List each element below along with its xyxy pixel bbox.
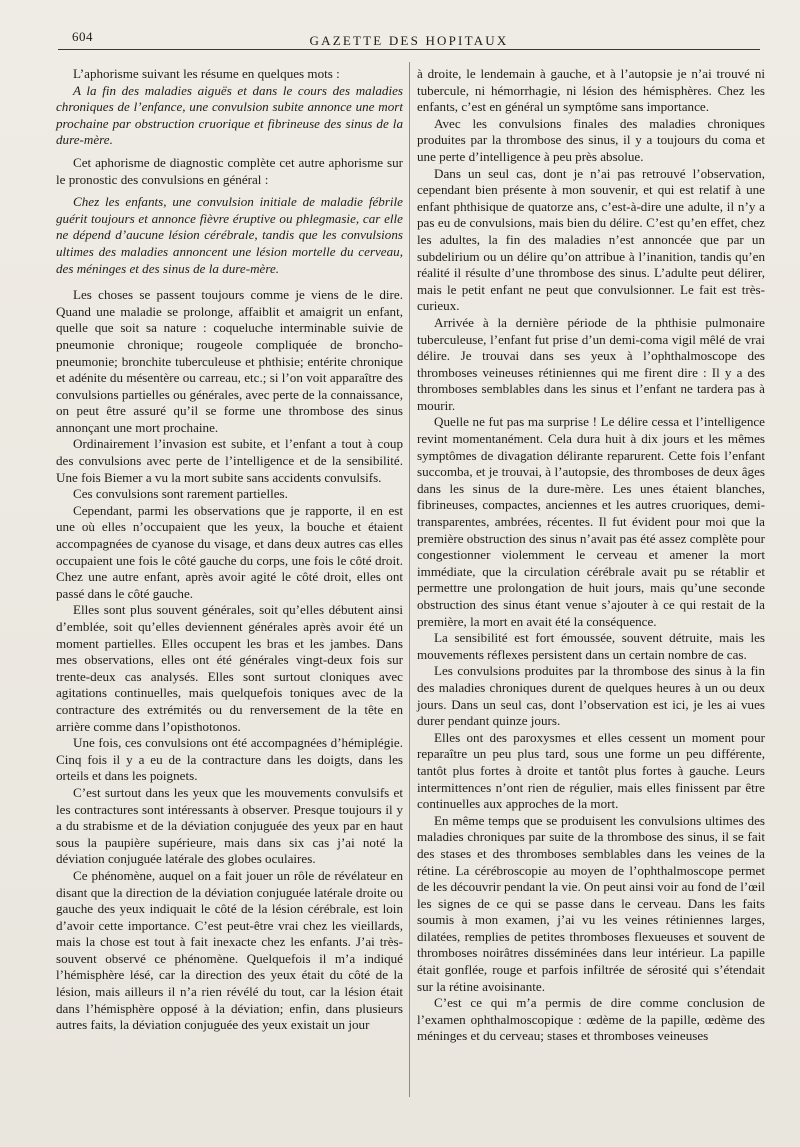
paragraph: Arrivée à la dernière période de la phthisie pulmonaire tuberculeuse, l’enfant fut prise d’un demi-coma vigil mêlé de vrai délire. Je trouvai dans ses yeux à l’ophthalmoscope des thromboses veineuses rétiniennes qui me firent dire : Il y a des thromboses semblables dans les sinus et l’enfant ne tardera pas à mourir.: [417, 314, 765, 413]
paragraph: Une fois, ces convulsions ont été accompagnées d’hémiplégie. Cinq fois il y a eu de la contracture dans les doigts, dans les orteils et dans les poignets.: [56, 735, 403, 784]
paragraph: Les convulsions produites par la thrombose des sinus à la fin des maladies chroniques durent de quelques heures à un ou deux jours. Dans un seul cas, dont l’observation est ici, je les ai vues durer pendant quinze jours.: [417, 663, 765, 729]
page-header: [58, 27, 760, 49]
paragraph: Cependant, parmi les observations que je rapporte, il en est une où elles n’occupaient que les yeux, la bouche et étaient accompagnées de cyanose du visage, et dans deux autres cas elles occupaient une fois le côté gauche du corps, une fois le côté droit. Chez une autre enfant, après avoir agité le côté droit, elles ont passé dans le côté gauche.: [56, 502, 403, 601]
left-column: [56, 66, 403, 1034]
paragraph: A la fin des maladies aiguës et dans le cours des maladies chroniques de l’enfance, une convulsion subite annonce une mort prochaine par obstruction cruorique et fibrineuse des sinus de la dure-mère.: [56, 82, 403, 148]
paragraph: Elles sont plus souvent générales, soit qu’elles débutent ainsi d’emblée, soit qu’elles deviennent générales après avoir été un moment partielles. Elles occupent les bras et les jambes. Dans mes observations, elles ont été générales vingt-deux fois sur trente-deux cas analysés. Elles sont surtout cloniques avec agitations continuelles, mais quelquefois toniques avec de la contracture des extrémités ou du renversement de la tête en arrière comme dans l’opisthotonos.: [56, 602, 403, 734]
paragraph: à droite, le lendemain à gauche, et à l’autopsie je n’ai trouvé ni tubercule, ni hémorrhagie, ni lésion des hémisphères. Chez les enfants, c’est en général un symptôme sans importance.: [417, 66, 765, 115]
paragraph: Dans un seul cas, dont je n’ai pas retrouvé l’observation, cependant bien présente à mon souvenir, et qui est relatif à une enfant phthisique de quatorze ans, c’est-à-dire une adulte, il n’y a pas eu de convulsions, mais bien du délire. C’est qu’en effet, chez les adultes, la fin des maladies n’est annoncée que par un subdelirium ou un délire qu’on attribue à l’inanition, tandis qu’en réalité il résulte d’une thrombose des sinus. L’adulte peut délirer, mais le petit enfant ne peut que convulsionner. Le fait est très-curieux.: [417, 165, 765, 314]
paragraph: Chez les enfants, une convulsion initiale de maladie fébrile guérit toujours et annonce fièvre éruptive ou phlegmasie, car elle ne dépend d’aucune lésion cérébrale, tandis que les convulsions ultimes des maladies annoncent une lésion mortelle du cerveau, des méninges et des sinus de la dure-mère.: [56, 194, 403, 276]
paragraph: Cet aphorisme de diagnostic complète cet autre aphorisme sur le pronostic des convulsions en général :: [56, 154, 403, 187]
right-column: [417, 66, 765, 1045]
paragraph: La sensibilité est fort émoussée, souvent détruite, mais les mouvements réflexes persistent dans un certain nombre de cas.: [417, 630, 765, 662]
paragraph: C’est surtout dans les yeux que les mouvements convulsifs et les contractures sont intéressants à observer. Presque toujours il y a du strabisme et de la déviation conjuguée des yeux par en haut sous la paupière supérieure, mais dans six cas j’ai noté la déviation conjuguée latérale des globes oculaires.: [56, 784, 403, 867]
paragraph: Ordinairement l’invasion est subite, et l’enfant a tout à coup des convulsions avec perte de l’intelligence et de la sensibilité. Une fois Biemer a vu la mort subite sans accidents convulsifs.: [56, 436, 403, 485]
paragraph: Elles ont des paroxysmes et elles cessent un moment pour reparaître un peu plus tard, sous une forme un peu différente, tantôt plus fortes à droite et tantôt plus fortes à gauche. Leurs intermittences n’ont rien de régulier, mais elles finissent par être continuelles aux approches de la mort.: [417, 729, 765, 812]
header-rule: [58, 49, 760, 50]
paragraph: C’est ce qui m’a permis de dire comme conclusion de l’examen ophthalmoscopique : œdème de la papille, œdème des méninges et du cerveau; stases et thromboses veineuses: [417, 995, 765, 1044]
paragraph: Les choses se passent toujours comme je viens de le dire. Quand une maladie se prolonge, affaiblit et amaigrit un enfant, quelle que soit sa nature : coqueluche interminable suivie de pneumonie chronique; rougeole compliquée de broncho-pneumonie; bronchite tuberculeuse et phthisie; entérite chronique et adénite du mésentère ou carreau, etc.; si l’on voit apparaître des convulsions partielles ou générales, avec perte de la connaissance, on peut être assuré qu’il se forme une thrombose des sinus annonçant une mort prochaine.: [56, 287, 403, 435]
paragraph: Ce phénomène, auquel on a fait jouer un rôle de révélateur en disant que la direction de la déviation conjuguée latérale droite ou gauche des yeux indiquait le côté de la lésion cérébrale, est loin d’avoir cette importance. C’est peut-être vrai chez les vieillards, mais la chose est tout à fait inexacte chez les enfants. J’ai très-souvent observé ce phénomène. Quelquefois il m’a indiqué l’hémisphère lésé, car la direction des yeux était du côté de la lésion, mais ailleurs il n’a rien révélé du tout, car la lésion était dans l’hémisphère opposé à la déviation; enfin, dans plusieurs autres faits, la déviation conjuguée des yeux existait un jour: [56, 867, 403, 1033]
page-number: 604: [72, 29, 93, 44]
running-title: GAZETTE DES HOPITAUX: [309, 33, 509, 48]
paragraph: Quelle ne fut pas ma surprise ! Le délire cessa et l’intelligence revint momentanément. Cela dura huit à dix jours et les mêmes symptômes de divagation délirante reparurent. Cette fois l’enfant succomba, et je trouvai, à l’autopsie, des thromboses de deux âges dans les sinus de la dure-mère. Les unes étaient blanches, fibrineuses, compactes, anciennes et les autres cruoriques, demi-transparentes, ambrées, récentes. Il fut évident pour moi que la première obstruction des sinus n’avait pas été assez complète pour congestionner violemment le cerveau et amener la mort immédiate, que la circulation cérébrale avait pu se rétablir et permettre une prolongation de huit jours, mais qu’une seconde obstruction des sinus étant venue s’ajouter à ce qui restait de la première, la mort en avait été la conséquence.: [417, 414, 765, 629]
paragraph: En même temps que se produisent les convulsions ultimes des maladies chroniques par suite de la thrombose des sinus, il se fait des stases et des thromboses semblables dans les veines de la rétine. La cérébroscopie au moyen de l’ophthalmoscope permet de les découvrir pendant la vie. On peut ainsi voir au fond de l’œil les signes de ce qui se passe dans le cerveau. Dans les faits soumis à mon examen, j’ai vu les veines rétiniennes larges, dilatées, remplies de petites thromboses flexueuses et souvent de thromboses noirâtres disséminées dans leur intérieur. La papille était gonflée, rouge et parfois infiltrée de sérosité qui s’étendait sur la rétine avoisinante.: [417, 812, 765, 994]
paragraph: Ces convulsions sont rarement partielles.: [73, 486, 288, 502]
paragraph: L’aphorisme suivant les résume en quelques mots :: [73, 66, 340, 81]
paragraph: Avec les convulsions finales des maladies chroniques produites par la thrombose des sinus, il y a toujours du coma et une perte d’intelligence à peu près absolue.: [417, 115, 765, 164]
column-divider: [409, 62, 410, 1097]
